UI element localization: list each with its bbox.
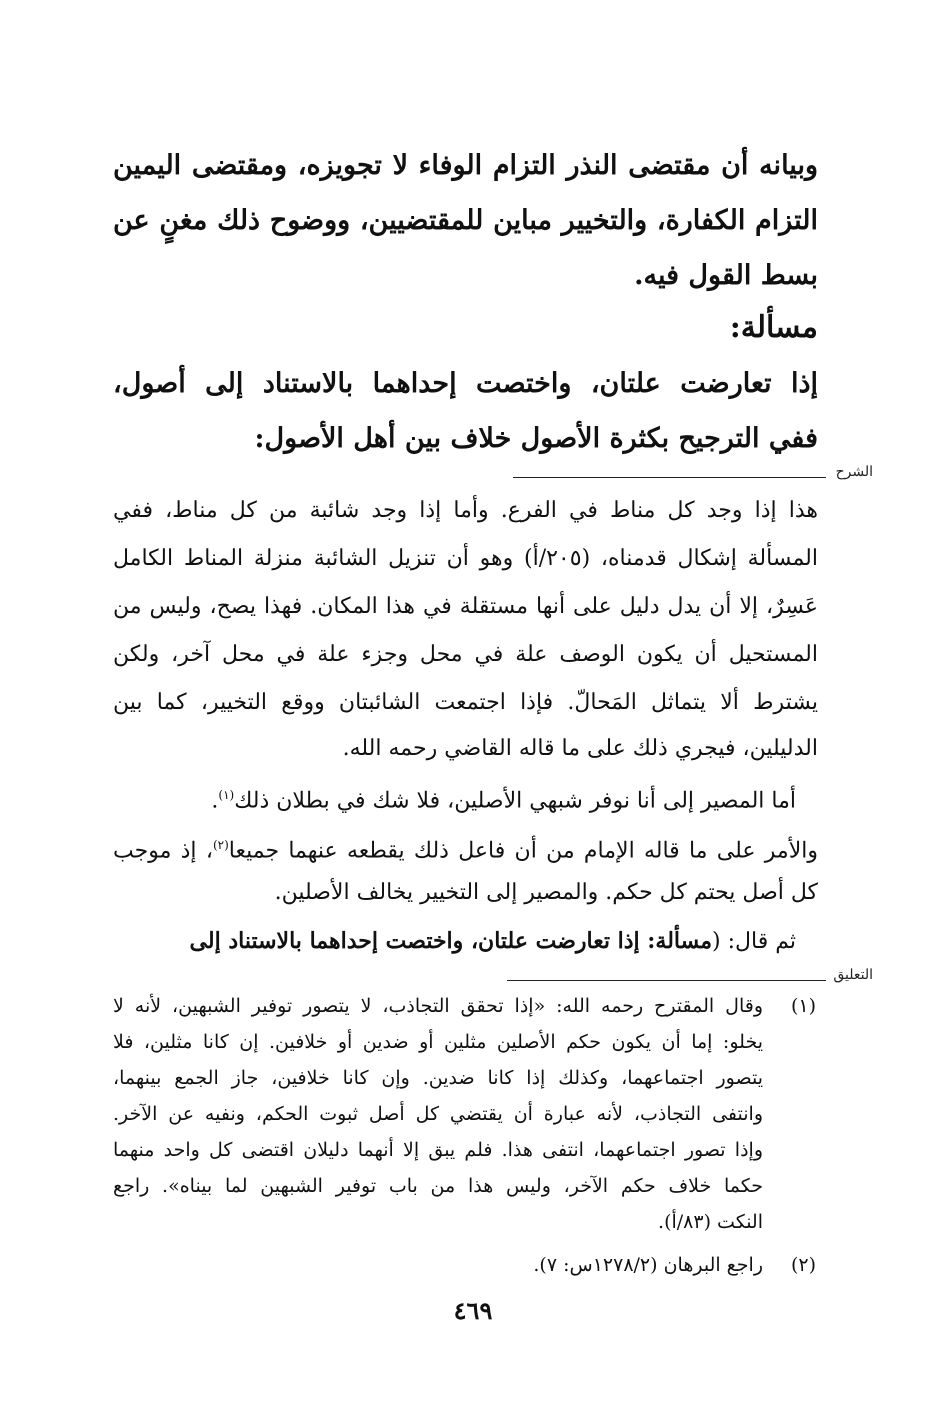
sharh-line: عَسِرٌ، إلا أن يدل دليل على أنها مستقلة في هذا المكان. فهذا يصح، وليس من [113, 594, 818, 619]
sharh-label: الشرح [835, 464, 873, 480]
sharh-text: . [211, 788, 219, 814]
footnote-line: النكت (٨٣/أ). [658, 1211, 763, 1233]
footnote-line: وانتفى التجاذب، لأنه عبارة أن يقتضي كل أصل ثبوت الحكم، ونفيه عن الآخر. [113, 1103, 763, 1125]
sharh-text: ، إذ موجب [113, 838, 213, 864]
sharh-line [113, 772, 796, 824]
sharh-line: كل أصل يحتم كل حكم. والمصير إلى التخيير يخالف الأصلين. [274, 880, 818, 905]
notes-label: التعليق [833, 967, 873, 983]
footnote-ref-2[interactable]: (٢) [212, 838, 229, 852]
matn-line: بسط القول فيه. [634, 260, 818, 291]
footnote-line: راجع البرهان (١٢٧٨/٢س: ٧). [533, 1254, 763, 1276]
sharh-text: أما المصير إلى أنا نوفر شبهي الأصلين، فلا شك في بطلان ذلك [234, 788, 796, 814]
sharh-line [113, 918, 796, 965]
matn-line: وبيانه أن مقتضى النذر التزام الوفاء لا تجويزه، ومقتضى اليمين [113, 150, 818, 181]
sharh-line: هذا إذا وجد كل مناط في الفرع. وأما إذا وجد شائبة من كل مناط، ففي [113, 498, 818, 523]
quoted-matn: مسألة: إذا تعارضت علتان، واختصت إحداهما بالاستناد إلى [189, 928, 713, 954]
sharh-text: ثم قال: ( [712, 929, 796, 954]
sharh-line: يشترط ألا يتماثل المَحالّ. فإذا اجتمعت الشائبتان ووقع التخيير، كما بين [113, 690, 818, 715]
footnote-line: يتصور اجتماعهما، وكذلك إذا كانا ضدين. وإن كانا خلافين، جاز الجمع بينهما، [113, 1067, 763, 1089]
question-line: ففي الترجيح بكثرة الأصول خلاف بين أهل الأصول: [254, 423, 818, 454]
footnote-number: (٢) [790, 1254, 816, 1276]
page-number: ٤٦٩ [453, 1296, 493, 1325]
notes-divider [507, 980, 826, 981]
matn-line: التزام الكفارة، والتخيير مباين للمقتضيين، ووضوح ذلك مغنٍ عن [113, 205, 818, 236]
sharh-text: والأمر على ما قاله الإمام من أن فاعل ذلك يقطعه عنهما جميعا [228, 838, 818, 864]
footnote-line: وإذا تصور اجتماعهما، انتفى هذا. فلم يبق إلا أنهما دليلان اقتضى كل واحد منهما [113, 1139, 763, 1161]
footnote-line: حكما خلاف حكم الآخر، وليس هذا من باب توفير الشبهين لما بيناه». راجع [113, 1175, 763, 1197]
footnote-line: يخلو: إما أن يكون حكم الأصلين مثلين أو ضدين أو خلافين. إن كانا مثلين، فلا [113, 1031, 763, 1053]
section-heading: مسألة: [729, 310, 818, 345]
sharh-line: المستحيل أن يكون الوصف علة في محل وجزء علة في محل آخر، ولكن [113, 642, 818, 667]
sharh-divider [513, 477, 826, 478]
question-line: إذا تعارضت علتان، واختصت إحداهما بالاستناد إلى أصول، [113, 368, 818, 399]
sharh-line: الدليلين، فيجري ذلك على ما قاله القاضي رحمه الله. [342, 736, 818, 761]
footnote-number: (١) [790, 995, 816, 1017]
footnote-ref-1[interactable]: (١) [218, 788, 235, 802]
sharh-line: المسألة إشكال قدمناه، (٢٠٥/أ) وهو أن تنزيل الشائبة منزلة المناط الكامل [113, 546, 818, 571]
sharh-line [113, 822, 818, 874]
footnote-line: وقال المقترح رحمه الله: «إذا تحقق التجاذب، لا يتصور توفير الشبهين، لأنه لا [113, 995, 763, 1017]
